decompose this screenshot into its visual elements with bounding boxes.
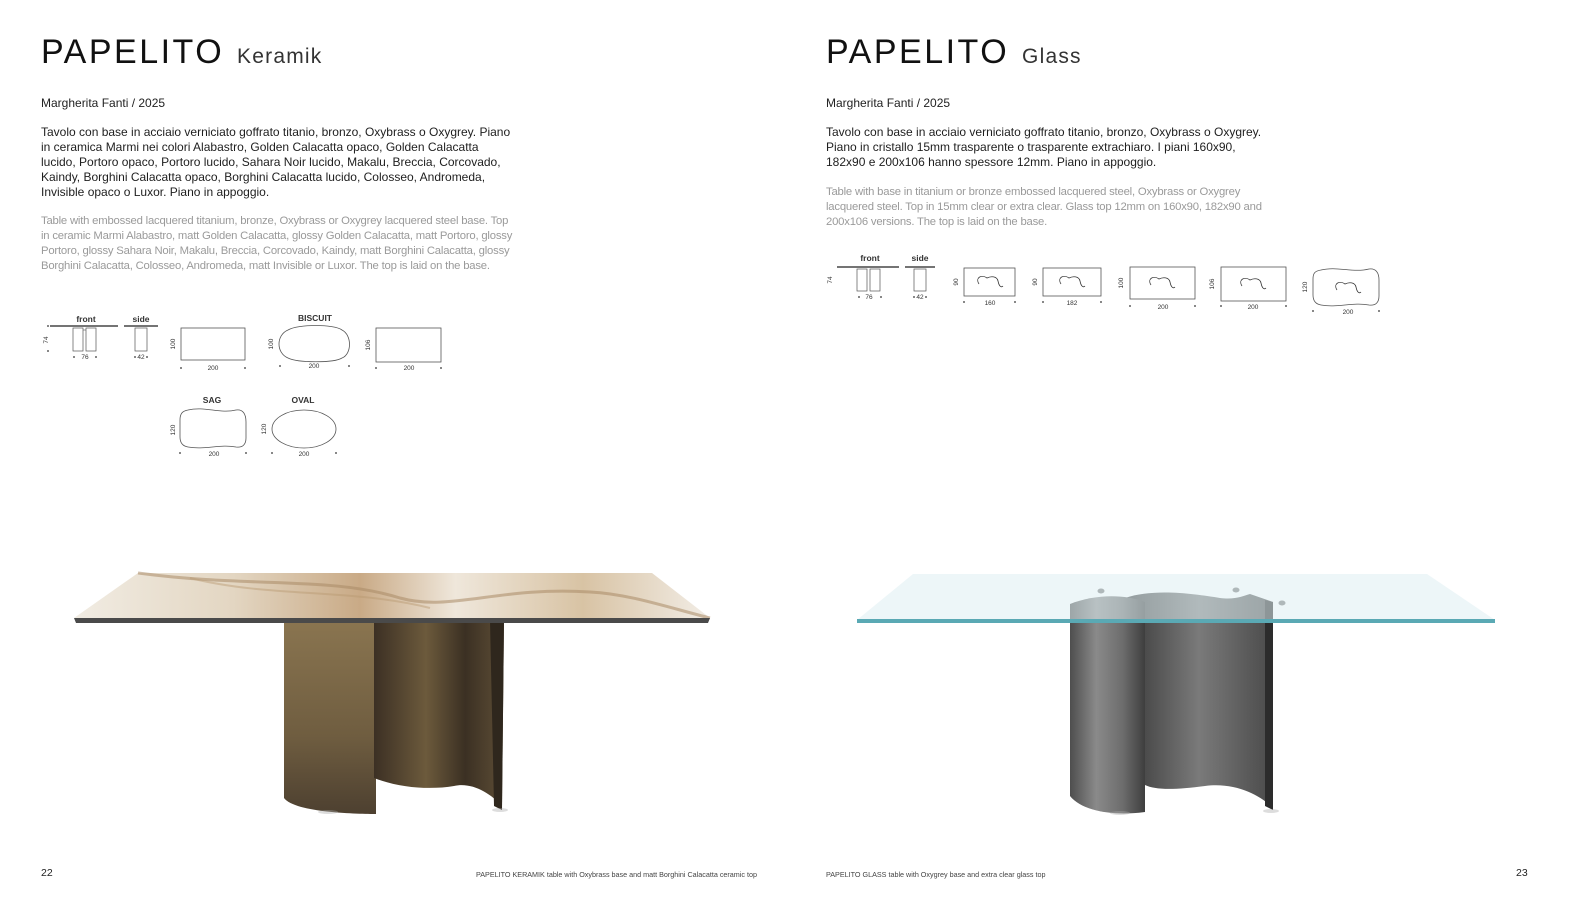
left-top-rect-100x200 — [170, 328, 246, 372]
right-front-label: front — [860, 253, 880, 263]
left-photo-caption: PAPELITO KERAMIK table with Oxybrass base and matt Borghini Calacatta ceramic top — [476, 870, 757, 879]
left-page-number: 22 — [41, 867, 53, 879]
right-top-160x90 — [953, 268, 1016, 307]
left-author: Margherita Fanti / 2025 — [41, 96, 166, 110]
right-description-english: Table with base in titanium or bronze embossed lacquered steel, Oxybrass or Oxygrey lacquered steel. Top in 15mm clear or extra clear. Glass top 12mm on 160x90, 182x90 and 200x106 versions. The top is laid on the base. — [826, 186, 1262, 228]
left-top-4-depth: 120 — [170, 424, 177, 436]
left-top-4-name: SAG — [202, 395, 222, 405]
left-height-label: 74 — [43, 336, 50, 344]
right-front-view — [827, 253, 899, 301]
left-top-2-name: BISCUIT — [298, 313, 332, 323]
right-author: Margherita Fanti / 2025 — [826, 96, 951, 110]
right-top-200x100 — [1118, 267, 1196, 311]
right-top-5-width: 200 — [1342, 309, 1354, 316]
left-title-subtitle: Keramik — [237, 45, 323, 68]
left-top-1-depth: 100 — [170, 338, 177, 350]
left-top-5-width: 200 — [298, 451, 310, 458]
left-dimension-diagrams — [40, 310, 460, 462]
left-description-english: Table with embossed lacquered titanium, bronze, Oxybrass or Oxygrey lacquered steel base. Top in ceramic Marmi Alabastro, matt Golden Calacatta, glossy Golden Calacatta, matt Portoro, glossy Portoro, glossy Sahara Noir, Makalu, Breccia, Corcovado, Kaindy, matt Borghini Calacatta, glossy Borghini Calacatta, Colosseo, Andromeda, matt Invisible or Luxor. The top is laid on the base. — [41, 215, 513, 272]
right-top-2-depth: 90 — [1032, 278, 1039, 286]
left-top-biscuit — [268, 313, 350, 370]
right-page-number: 23 — [1516, 867, 1528, 879]
right-top-4-width: 200 — [1247, 304, 1259, 311]
right-photo-caption: PAPELITO GLASS table with Oxygrey base and extra clear glass top — [826, 870, 1046, 879]
right-top-5-depth: 120 — [1302, 281, 1309, 293]
right-top-4-depth: 106 — [1209, 278, 1216, 290]
right-top-3-depth: 100 — [1118, 277, 1125, 289]
left-front-view — [43, 314, 118, 361]
left-top-5-depth: 120 — [261, 423, 268, 435]
left-top-5-name: OVAL — [291, 395, 315, 405]
glass-table-photo — [855, 570, 1500, 820]
left-top-2-width: 200 — [308, 363, 320, 370]
right-top-182x90 — [1032, 268, 1102, 307]
right-top-3-width: 200 — [1157, 304, 1169, 311]
left-side-view — [124, 314, 158, 361]
left-top-2-depth: 100 — [268, 338, 275, 350]
left-side-width-label: 42 — [137, 354, 145, 361]
right-side-view — [905, 253, 935, 301]
right-description-italian: Tavolo con base in acciaio verniciato goffrato titanio, bronzo, Oxybrass o Oxygrey. Piano in cristallo 15mm trasparente o trasparente extrachiaro. I piani 160x90, 182x90 e 200x106 hanno spessore 12mm. Piano in appoggio. — [826, 125, 1262, 169]
left-top-oval — [261, 395, 337, 458]
left-top-rect-106x200 — [365, 328, 442, 372]
left-top-sag — [170, 395, 247, 458]
left-top-1-width: 200 — [207, 365, 219, 372]
left-top-4-width: 200 — [208, 451, 220, 458]
right-title-subtitle: Glass — [1022, 45, 1082, 68]
right-top-200x106 — [1209, 267, 1287, 311]
right-front-width-label: 76 — [865, 294, 873, 301]
right-side-label: side — [911, 253, 929, 263]
right-page — [785, 0, 1569, 920]
right-dimension-diagrams — [825, 250, 1385, 320]
right-side-width-label: 42 — [916, 294, 924, 301]
right-title-main: PAPELITO — [826, 33, 1010, 71]
right-top-sag — [1302, 269, 1380, 316]
left-description-italian: Tavolo con base in acciaio verniciato goffrato titanio, bronzo, Oxybrass o Oxygrey. Piano in ceramica Marmi nei colori Alabastro, Golden Calacatta opaco, Golden Calacatta lucido, Portoro opaco, Portoro lucido, Sahara Noir lucido, Makalu, Breccia, Corcovado, Kaindy, Borghini Calacatta opaco, Borghini Calacatta lucido, Colosseo, Andromeda, Invisible opaco o Luxor. Piano in appoggio. — [41, 125, 511, 199]
keramik-table-photo — [70, 568, 720, 818]
left-title-main: PAPELITO — [41, 33, 225, 71]
right-top-1-width: 160 — [984, 300, 996, 307]
left-front-width-label: 76 — [81, 354, 89, 361]
left-front-label: front — [76, 314, 96, 324]
left-top-3-depth: 106 — [365, 339, 372, 351]
right-product-title — [826, 33, 1082, 72]
right-top-2-width: 182 — [1066, 300, 1078, 307]
left-page — [0, 0, 784, 920]
left-top-3-width: 200 — [403, 365, 415, 372]
left-product-title — [41, 33, 322, 72]
right-height-label: 74 — [827, 276, 834, 284]
left-side-label: side — [132, 314, 150, 324]
right-top-1-depth: 90 — [953, 278, 960, 286]
